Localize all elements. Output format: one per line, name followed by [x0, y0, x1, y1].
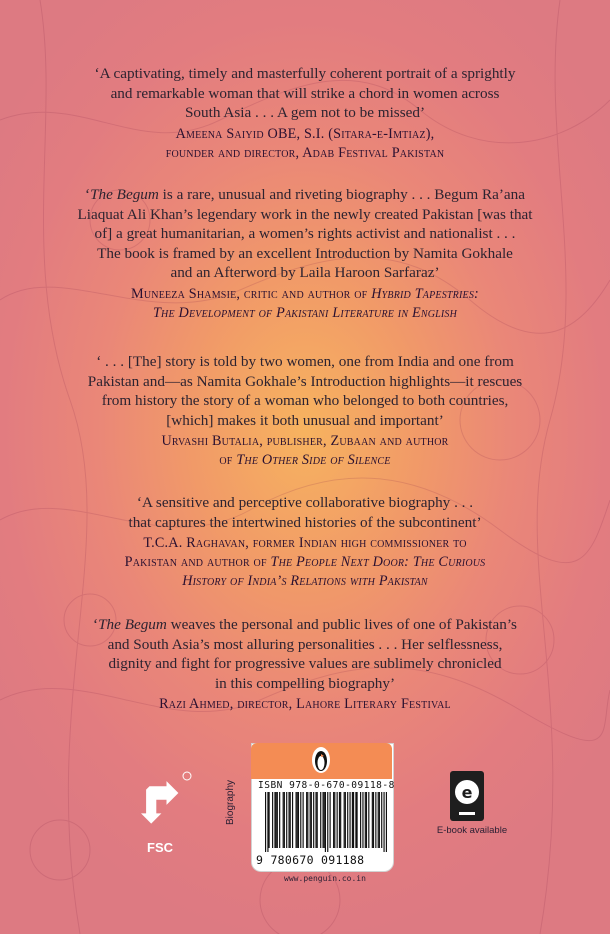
blurb-4-attr-prefix: Pakistan and author of [124, 554, 271, 570]
blurb-2-line-1: ‘The Begum is a rare, unusual and riveting biography . . . Begum Ra’ana [85, 186, 525, 203]
barcode-bar [368, 792, 369, 848]
blurb-4-line-1: ‘A sensitive and perceptive collaborative biography . . . [136, 494, 474, 511]
barcode-bar [362, 792, 363, 848]
blurb-4 [60, 493, 550, 591]
barcode-bar [317, 792, 318, 848]
barcode-bar [267, 792, 268, 852]
barcode-bar [334, 792, 335, 848]
barcode-bar [284, 792, 285, 848]
barcode-bar [272, 792, 273, 848]
blurb-2-line-3: of] a great humanitarian, a women’s rights activist and nationalist . . . [94, 225, 516, 242]
barcode-bar [311, 792, 312, 848]
barcode-bar [373, 792, 374, 848]
ebook-label: E-book available [436, 825, 508, 836]
ebook-icon [449, 770, 485, 822]
blurb-3-attr-italic: The Other Side of Silence [236, 452, 391, 468]
category-label: Biography [225, 779, 236, 825]
isbn-text: ISBN 978-0-670-09118-8 [258, 780, 395, 791]
barcode-bar [379, 792, 380, 848]
barcode-bar [360, 792, 361, 848]
ebook-letter: e [461, 783, 473, 802]
blurb-2-attr-prefix: Muneeza Shamsie, critic and author of [131, 285, 372, 302]
blurb-3 [60, 352, 550, 470]
barcode-bar [330, 792, 331, 848]
barcode-bar [307, 792, 308, 848]
barcode-bar [288, 792, 289, 848]
barcode-bar [344, 792, 345, 848]
barcode-bar [349, 792, 350, 848]
barcode-bar [386, 792, 387, 852]
barcode-bar [290, 792, 291, 848]
blurb-2-attribution-2 [60, 304, 550, 323]
blurb-4-attribution-2 [60, 553, 550, 572]
barcode-bar [279, 792, 280, 848]
barcode-bar [276, 792, 277, 848]
blurb-1-line-2: and remarkable woman that will strike a chord in women across [110, 84, 500, 102]
barcode-bar [310, 792, 311, 848]
blurb-2-attr-italic-1: Hybrid Tapestries: [371, 285, 479, 302]
barcode-bar [303, 792, 304, 848]
barcode-bar [340, 792, 341, 848]
blurb-1 [60, 64, 550, 163]
barcode-bar [265, 792, 266, 852]
barcode-bars [265, 792, 387, 852]
barcode-bar [352, 792, 353, 848]
barcode-bar [320, 792, 321, 848]
publisher-url: www.penguin.co.in [284, 874, 366, 883]
blurb-5-attribution: Razi Ahmed, director, Lahore Literary Festival [159, 696, 451, 712]
barcode-bar [345, 792, 346, 848]
blurb-1-line-3: South Asia . . . A gem not to be missed’ [184, 104, 426, 121]
barcode-bar [315, 792, 316, 848]
barcode-bar [297, 792, 298, 848]
blurb-3-line-1: ‘ . . . [The] story is told by two women, one from India and one from [96, 353, 514, 370]
barcode-bar [286, 792, 287, 848]
blurb-5-line-1-rest: weaves the personal and public lives of one of Pakistan’s [166, 616, 517, 633]
blurb-3-line-2: Pakistan and—as Namita Gokhale’s Introduction highlights—it rescues [87, 372, 523, 390]
blurb-4-line-2: that captures the intertwined histories of the subcontinent’ [128, 513, 482, 531]
blurb-4-attr-italic-1: The People Next Door: The Curious [270, 554, 486, 570]
blurb-2-line-2: Liaquat Ali Khan’s legendary work in the newly created Pakistan [was that [77, 205, 533, 223]
barcode-bar [357, 792, 358, 848]
blurb-1-attribution-2: founder and director, Adab Festival Pakistan [165, 144, 445, 161]
blurb-2-line-1-rest: is a rare, unusual and riveting biography . . . Begum Ra’ana [158, 186, 525, 203]
barcode-bar [372, 792, 373, 848]
barcode-bar [313, 792, 314, 848]
blurb-4-attr-italic-2: History of India’s Relations with Pakistan [182, 573, 428, 589]
barcode-bar [366, 792, 367, 848]
barcode-bar [292, 792, 293, 848]
blurb-2-attribution-1 [60, 285, 550, 304]
blurb-3-line-3: from history the story of a woman who belonged to both countries, [101, 392, 509, 409]
barcode-bar [296, 792, 297, 848]
barcode-bar [337, 792, 338, 848]
blurb-2-line-5: and an Afterword by Laila Haroon Sarfaraz’ [170, 264, 440, 281]
barcode-bar [327, 792, 328, 852]
barcode-bar [381, 792, 382, 848]
barcode-bar [355, 792, 356, 848]
blurb-5-line-1: ‘The Begum weaves the personal and public lives of one of Pakistan’s [93, 616, 517, 633]
blurb-2-line-4: The book is framed by an excellent Introduction by Namita Gokhale [97, 244, 513, 262]
barcode-bar [339, 792, 340, 848]
penguin-logo-icon [311, 746, 331, 774]
fsc-tree-icon [135, 770, 195, 840]
barcode-bar [300, 792, 301, 848]
barcode-bar [298, 792, 299, 848]
blurb-3-line-4: [which] makes it both unusual and important’ [166, 411, 444, 429]
barcode-bar [277, 792, 278, 848]
blurb-4-attribution-3 [60, 572, 550, 591]
blurb-2-attr-italic-2: The Development of Pakistani Literature in English [152, 304, 458, 321]
blurb-4-attribution-1: T.C.A. Raghavan, former Indian high commissioner to [143, 535, 467, 551]
barcode-bar [283, 792, 284, 848]
barcode-bar [325, 792, 326, 852]
blurb-5-line-2: and South Asia’s most alluring personalities . . . Her selflessness, [107, 635, 503, 653]
barcode-bar [383, 792, 384, 852]
blurb-3-attribution-1: Urvashi Butalia, publisher, Zubaan and author [161, 433, 449, 449]
fsc-label: FSC [147, 840, 173, 855]
barcode-bar [269, 792, 270, 848]
blurb-3-attribution-2 [60, 451, 550, 470]
blurb-5-line-3: dignity and fight for progressive values are sublimely chronicled [108, 655, 502, 672]
blurb-3-attr-prefix: of [219, 452, 237, 468]
barcode-bar [306, 792, 307, 848]
blurb-2 [60, 185, 550, 323]
barcode-bar [322, 792, 323, 848]
blurb-5-book-title: The Begum [98, 616, 167, 633]
barcode-bar [347, 792, 348, 848]
barcode-bar [353, 792, 354, 848]
barcode-bar [274, 792, 275, 848]
blurb-1-line-1: ‘A captivating, timely and masterfully coherent portrait of a sprightly [94, 65, 516, 82]
blurb-5-line-4: in this compelling biography’ [214, 674, 396, 692]
barcode-bar [333, 792, 334, 848]
barcode-bar [365, 792, 366, 848]
book-title: The Begum [90, 186, 159, 203]
barcode-number: 9 780670 091188 [256, 853, 365, 867]
blurb-1-attribution-1: Ameena Saiyid OBE, S.I. (Sitara-e-Imtiaz), [175, 125, 435, 142]
barcode-bar [375, 792, 376, 848]
barcode-bar [378, 792, 379, 848]
barcode-bar [324, 792, 325, 848]
blurb-5 [60, 615, 550, 714]
